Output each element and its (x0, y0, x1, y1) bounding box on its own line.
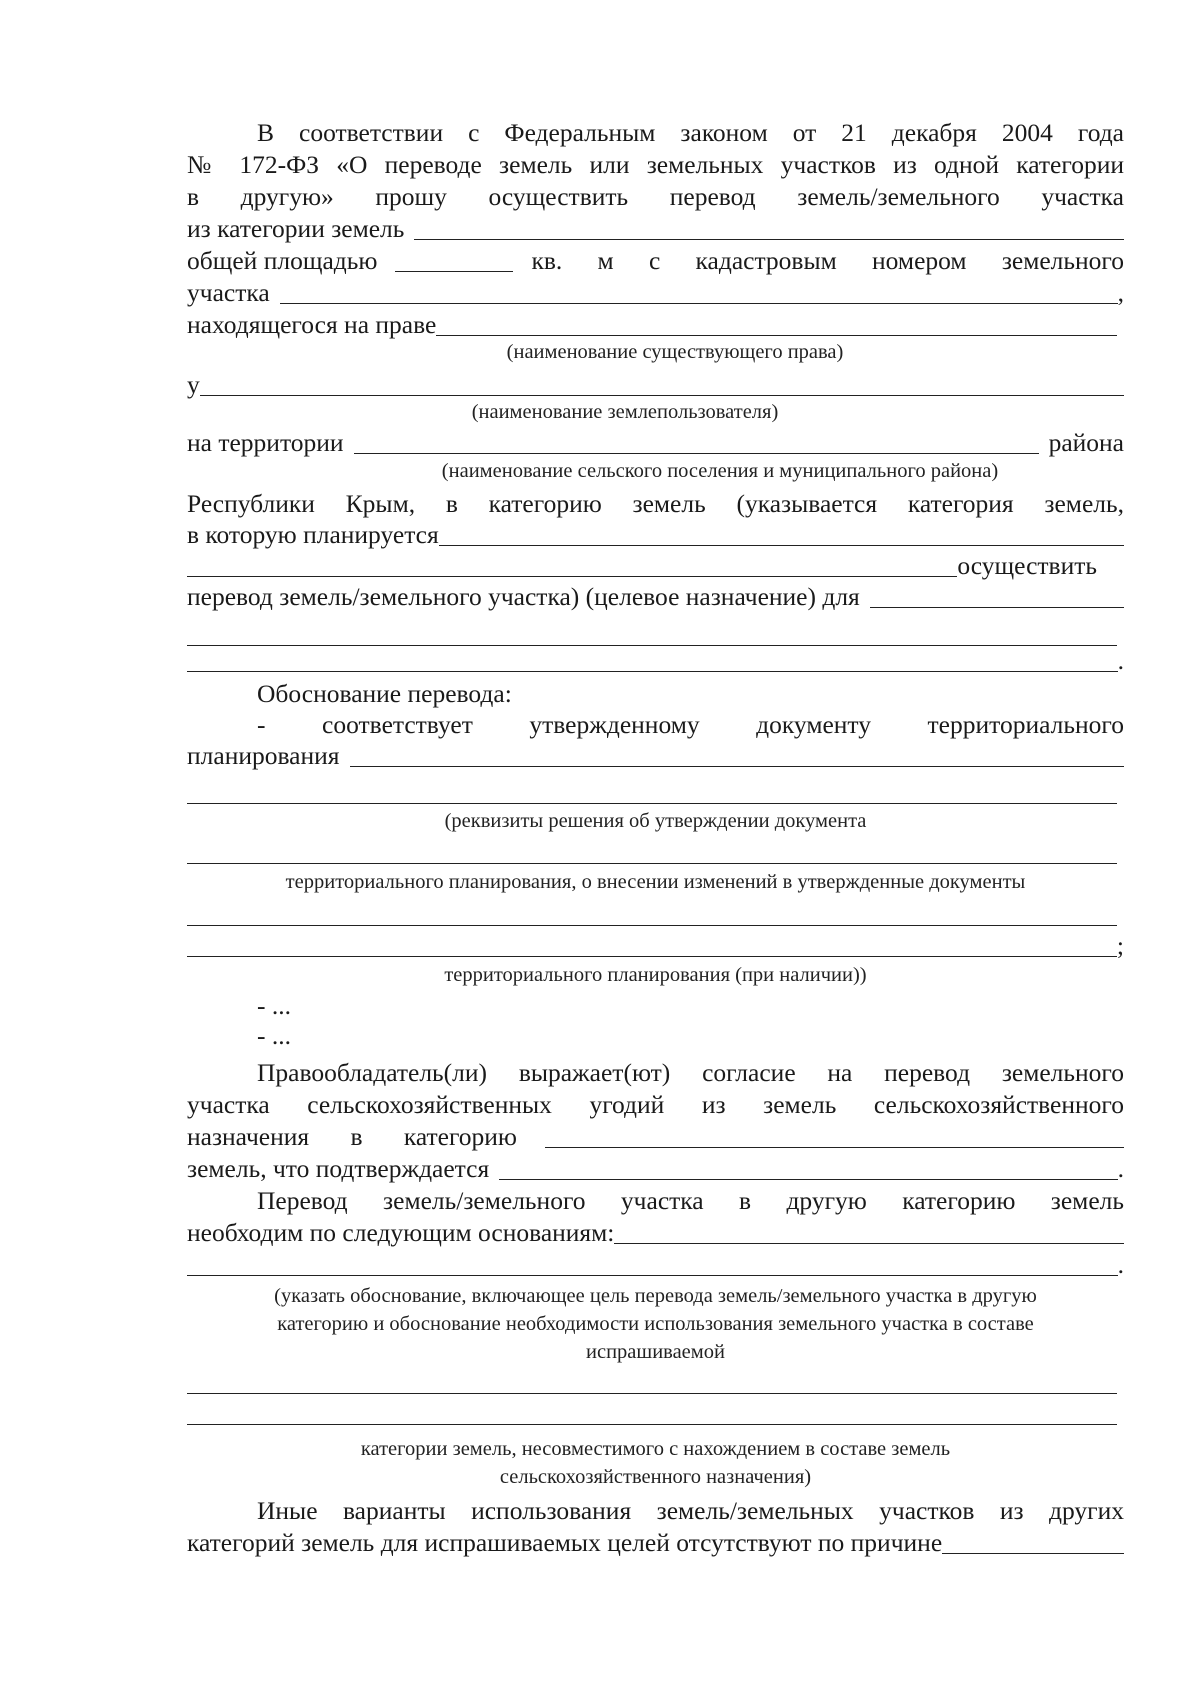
area-field[interactable] (395, 246, 513, 272)
user-label: у (187, 370, 200, 399)
target-category-field[interactable] (439, 520, 1124, 546)
bullet-line (257, 709, 1124, 741)
cadastral-number-field[interactable] (280, 278, 1118, 304)
reason-line2 (187, 1217, 1124, 1249)
para1-line3-word-5: земель/земельного (797, 182, 1000, 211)
plan-line-4[interactable] (187, 925, 1117, 926)
plan-semicolon: ; (1116, 931, 1124, 960)
plan-line-2[interactable] (187, 803, 1117, 804)
para1-line2-text: № 172-ФЗ «О переводе земель или земельных участков из одной категории (187, 150, 1124, 179)
para1-line3-word-1: другую» (240, 182, 334, 211)
caption-changes: территориального планирования, о внесении изменений в утвержденные документы (285, 871, 1026, 893)
consent-line4 (187, 1153, 1124, 1185)
consent-line3-words (187, 1121, 517, 1153)
para1-line3-word-2: прошу (375, 182, 447, 211)
caption-presence: территориального планирования (при наличии)) (444, 964, 867, 986)
carry-out-label: осуществить (957, 551, 1097, 580)
planned-label: в которую планируется (187, 520, 439, 549)
plan-field-5[interactable] (187, 931, 1117, 957)
consent-line3-word-1: в (350, 1122, 363, 1151)
plan-line-3[interactable] (187, 863, 1117, 864)
caption-decision: (реквизиты решения об утверждении документа (444, 810, 867, 832)
plan-line-5 (187, 930, 1124, 962)
para1-line1 (257, 117, 1124, 149)
from-category-label: из категории земель (187, 214, 405, 243)
plan-field[interactable] (350, 741, 1124, 767)
plot-comma: , (1117, 278, 1124, 307)
para1-line2 (187, 149, 1124, 181)
plan-line (187, 740, 1124, 772)
alternatives-line2 (187, 1527, 1124, 1559)
para1-line3-word-6: участка (1041, 182, 1124, 211)
caption-reason-1: (указать обоснование, включающее цель перевода земель/земельного участка в другую (274, 1285, 1037, 1307)
reason-line1-text: Перевод земель/земельного участка в другую категорию земель (257, 1186, 1124, 1215)
para1-line1-text: В соответствии с Федеральным законом от 21 декабря 2004 года (257, 118, 1124, 147)
from-category-field[interactable] (414, 214, 1124, 240)
purpose-field[interactable] (870, 582, 1124, 608)
territory-field[interactable] (354, 428, 1039, 454)
plot-label: участка (187, 278, 270, 307)
para1-line3-word-4: перевод (669, 182, 756, 211)
consent-line2-text: участка сельскохозяйственных угодий из земель сельскохозяйственного (187, 1090, 1124, 1119)
reasons-label: необходим по следующим основаниям: (187, 1218, 615, 1247)
caption-reason-2: категорию и обоснование необходимости использования земельного участка в составе (277, 1313, 1034, 1335)
para1-line12 (187, 550, 1097, 582)
area-label: общей площадью (187, 246, 378, 275)
confirmation-period: . (1117, 1154, 1124, 1183)
para1-line15 (187, 645, 1124, 677)
para1-line10-text: Республики Крым, в категорию земель (указывается категория земель, (187, 489, 1124, 518)
bullet-word-0: - (257, 710, 266, 739)
bullet-word-2: утвержденному (529, 710, 700, 739)
para1-line10 (187, 488, 1124, 520)
para1-line6 (187, 277, 1124, 309)
reason-line1 (257, 1185, 1124, 1217)
purpose-period: . (1117, 646, 1124, 675)
alternatives-line1-text: Иные варианты использования земель/земельных участков из других (257, 1496, 1124, 1525)
target-category-field-2[interactable] (187, 551, 957, 577)
reason-line-5[interactable] (187, 1424, 1117, 1425)
para1-line3-word-0: в (187, 182, 200, 211)
para1-line3 (187, 181, 1124, 213)
consent-category-field[interactable] (545, 1122, 1124, 1148)
reason-line-4[interactable] (187, 1393, 1117, 1394)
alternatives-reason-field[interactable] (942, 1528, 1124, 1554)
caption-reason-3: испрашиваемой (586, 1341, 725, 1363)
reasons-field[interactable] (614, 1218, 1124, 1244)
para1-line11 (187, 519, 1124, 551)
purpose-label: перевод земель/земельного участка) (целевое назначение) для (187, 582, 860, 611)
consent-line1-text: Правообладатель(ли) выражает(ют) согласие на перевод земельного (257, 1058, 1124, 1087)
consent-line3 (187, 1121, 1124, 1153)
bullet-word-4: территориального (927, 710, 1124, 739)
district-label: района (1048, 428, 1124, 457)
confirmation-field[interactable] (499, 1154, 1117, 1180)
caption-user: (наименование землепользователя) (471, 401, 779, 423)
caption-reason-5: сельскохозяйственного назначения) (499, 1466, 812, 1488)
para1-line9 (187, 427, 1124, 459)
para1-line7 (187, 309, 1117, 341)
alternatives-label: категорий земель для испрашиваемых целей отсутствуют по причине (187, 1528, 943, 1557)
purpose-field-3[interactable] (187, 646, 1118, 672)
reasons-field-2[interactable] (187, 1250, 1118, 1276)
territory-label: на территории (187, 428, 344, 457)
right-field[interactable] (436, 310, 1117, 336)
justification-heading: Обоснование перевода: (257, 679, 512, 708)
bullet-word-3: документу (756, 710, 871, 739)
dots-item-1: - ... (257, 991, 291, 1020)
consent-line3-word-2: категорию (403, 1122, 517, 1151)
confirmed-label: земель, что подтверждается (187, 1154, 490, 1183)
para1-line13 (187, 581, 1124, 613)
consent-line2 (187, 1089, 1124, 1121)
consent-line1 (257, 1057, 1124, 1089)
para1-line4 (187, 213, 1124, 245)
alternatives-line1 (257, 1495, 1124, 1527)
reason-line3 (187, 1249, 1124, 1281)
right-label: находящегося на праве (187, 310, 437, 339)
para1-line3-word-3: осуществить (488, 182, 629, 211)
dots-item-2: - ... (257, 1021, 291, 1050)
caption-reason-4: категории земель, несовместимого с нахождением в составе земель (360, 1438, 951, 1460)
caption-right: (наименование существующего права) (506, 341, 844, 363)
reasons-period: . (1117, 1250, 1124, 1279)
para1-line8 (187, 369, 1124, 401)
para1-line5 (187, 245, 1124, 277)
caption-settlement: (наименование сельского поселения и муниципального района) (441, 460, 999, 482)
consent-line3-word-0: назначения (187, 1122, 310, 1151)
plan-label: планирования (187, 741, 340, 770)
land-user-field[interactable] (200, 370, 1124, 396)
bullet-word-1: соответствует (322, 710, 473, 739)
cadastral-label: кв. м с кадастровым номером земельного (531, 246, 1124, 275)
